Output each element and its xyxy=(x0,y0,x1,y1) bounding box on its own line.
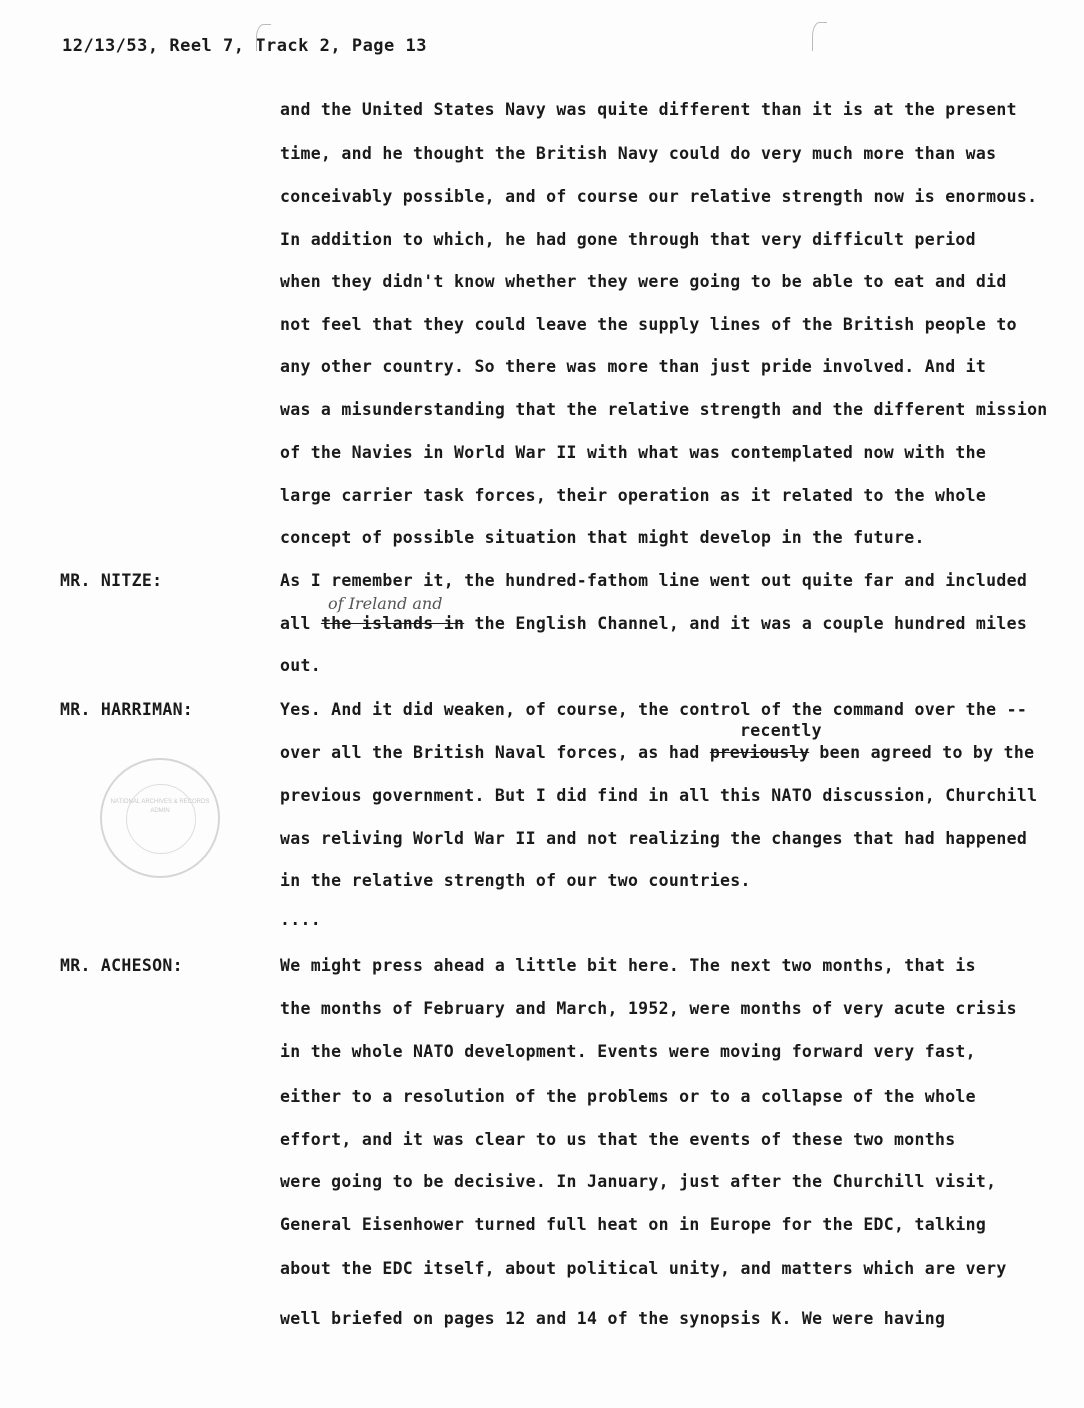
paragraph-line: when they didn't know whether they were going to be able to eat and did xyxy=(280,272,1007,291)
speaker-label: MR. NITZE: xyxy=(60,571,163,590)
paragraph-line: previous government. But I did find in all this NATO discussion, Churchill xyxy=(280,786,1038,805)
paragraph-line: in the whole NATO development. Events were moving forward very fast, xyxy=(280,1042,976,1061)
paragraph-line: General Eisenhower turned full heat on in Europe for the EDC, talking xyxy=(280,1215,987,1234)
paragraph-line: either to a resolution of the problems or to a collapse of the whole xyxy=(280,1087,976,1106)
paragraph-line: was reliving World War II and not realizing the changes that had happened xyxy=(280,829,1028,848)
page-header: 12/13/53, Reel 7, Track 2, Page 13 xyxy=(62,36,427,56)
paragraph-line: large carrier task forces, their operation as it related to the whole xyxy=(280,486,987,505)
paragraph-line: were going to be decisive. In January, just after the Churchill visit, xyxy=(280,1172,997,1191)
paragraph-line: in the relative strength of our two countries. xyxy=(280,871,751,890)
paragraph-line: of the Navies in World War II with what was contemplated now with the xyxy=(280,443,987,462)
paragraph-line: not feel that they could leave the supply lines of the British people to xyxy=(280,315,1017,334)
stamp-text: NATIONAL ARCHIVES & RECORDS ADMIN xyxy=(110,799,210,814)
scan-mark xyxy=(256,24,271,51)
paragraph-line: In addition to which, he had gone through that very difficult period xyxy=(280,230,976,249)
paragraph-line: any other country. So there was more than just pride involved. And it xyxy=(280,357,987,376)
scan-mark xyxy=(812,22,827,51)
paragraph-line: effort, and it was clear to us that the events of these two months xyxy=(280,1130,956,1149)
paragraph-line: out. xyxy=(280,656,321,675)
ellipsis: .... xyxy=(280,910,321,929)
paragraph-line: We might press ahead a little bit here. The next two months, that is xyxy=(280,956,976,975)
paragraph-line: time, and he thought the British Navy could do very much more than was xyxy=(280,144,997,163)
paragraph-line: As I remember it, the hundred-fathom line went out quite far and included xyxy=(280,571,1028,590)
paragraph-line: conceivably possible, and of course our relative strength now is enormous. xyxy=(280,187,1038,206)
struck-text: the islands in xyxy=(320,614,465,633)
stamp-ring xyxy=(126,784,196,854)
paragraph-line: Yes. And it did weaken, of course, the control of the command over the -- xyxy=(280,700,1028,719)
paragraph-line: all the islands in the English Channel, and it was a couple hundred miles xyxy=(280,614,1028,633)
paragraph-line: well briefed on pages 12 and 14 of the synopsis K. We were having xyxy=(280,1309,946,1328)
inserted-word: recently xyxy=(740,721,822,740)
paragraph-line: and the United States Navy was quite different than it is at the present xyxy=(280,100,1017,119)
paragraph-line: the months of February and March, 1952, were months of very acute crisis xyxy=(280,999,1017,1018)
handwritten-insertion: of Ireland and xyxy=(328,594,443,613)
overtyped-text: previously xyxy=(709,743,810,762)
paragraph-line: over all the British Naval forces, as had previously been agreed to by the xyxy=(280,743,1035,762)
paragraph-line: about the EDC itself, about political unity, and matters which are very xyxy=(280,1259,1007,1278)
speaker-label: MR. ACHESON: xyxy=(60,956,183,975)
paragraph-line: was a misunderstanding that the relative strength and the different mission xyxy=(280,400,1048,419)
archive-stamp xyxy=(100,758,220,878)
paragraph-line: concept of possible situation that might develop in the future. xyxy=(280,528,925,547)
speaker-label: MR. HARRIMAN: xyxy=(60,700,194,719)
